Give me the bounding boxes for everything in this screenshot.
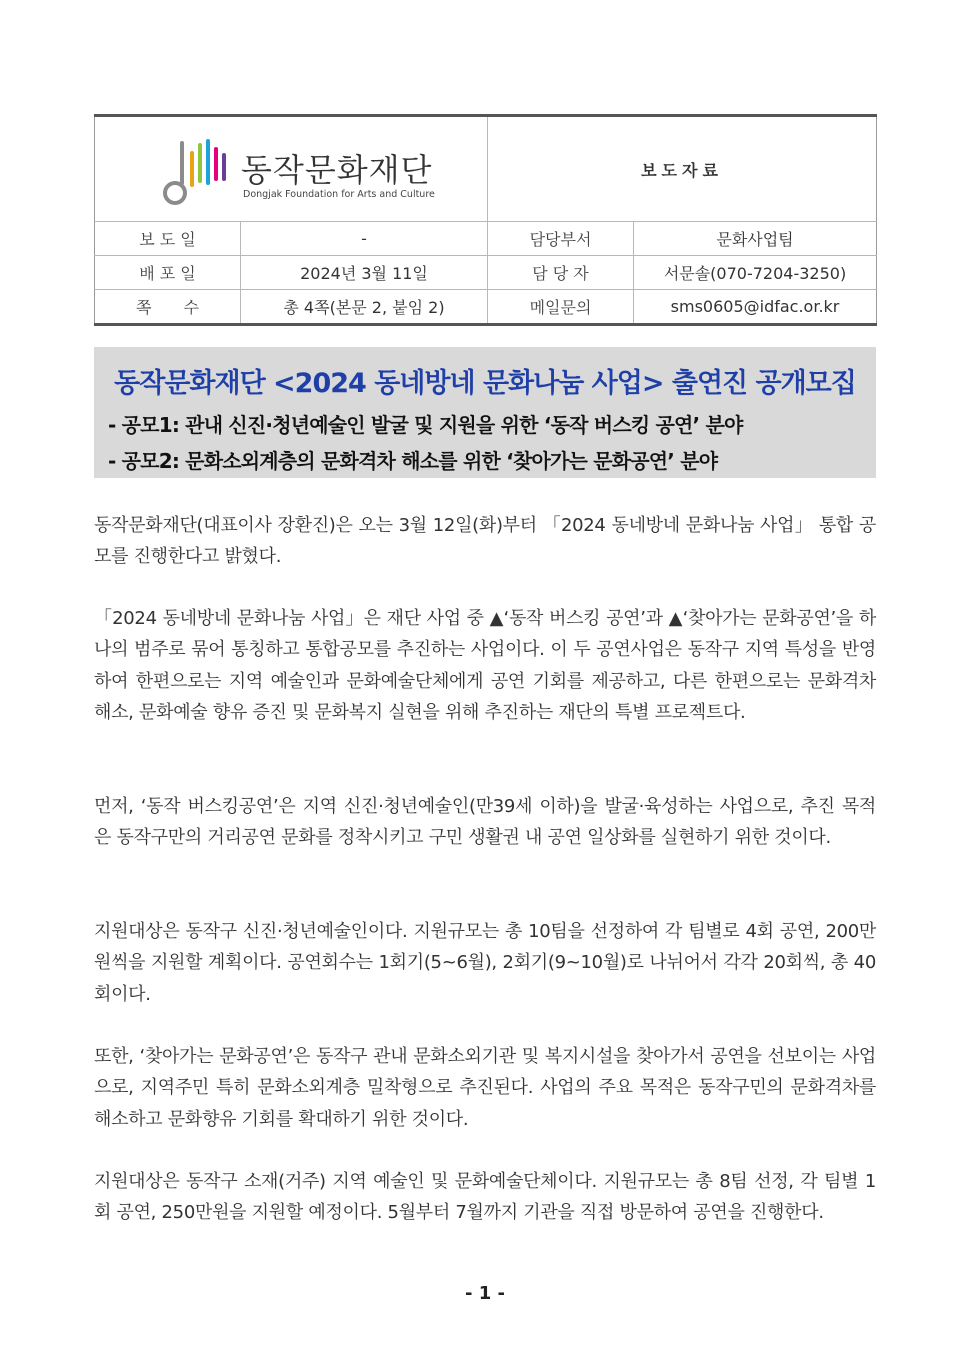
headline-subtitle-1: - 공모1: 관내 신진·청년예술인 발굴 및 지원을 위한 ‘동작 버스킹 공연’ 분야 bbox=[108, 413, 743, 437]
page-number: - 1 - bbox=[465, 1283, 505, 1304]
body-paragraph-4: 지원대상은 동작구 신진·청년예술인이다. 지원규모는 총 10팀을 선정하여 각 팀별로 4회 공연, 200만원씩을 지원할 계획이다. 공연회수는 1회기(5~6월), 2회기(9~10월)로 나뉘어서 각각 20회씩, 총 40회이다. bbox=[94, 921, 876, 1005]
contact-person-value: 서문솔(070-7204-3250) bbox=[634, 256, 877, 290]
document-type: 보도자료 bbox=[488, 116, 877, 222]
distribution-date-label: 배 포 일 bbox=[95, 256, 241, 290]
release-date-value: - bbox=[241, 222, 488, 256]
body-paragraph-3: 먼저, ‘동작 버스킹공연’은 지역 신진·청년예술인(만39세 이하)을 발굴·육성하는 사업으로, 추진 목적은 동작구만의 거리공연 문화를 정착시키고 구민 생활권 내 공연 일상화를 실현하기 위한 것이다. bbox=[94, 796, 876, 849]
department-value: 문화사업팀 bbox=[634, 222, 877, 256]
info-row-release-date bbox=[95, 222, 877, 256]
email-label: 메일문의 bbox=[488, 290, 634, 325]
body-paragraph-6: 지원대상은 동작구 소재(거주) 지역 예술인 및 문화예술단체이다. 지원규모는 총 8팀 선정, 각 팀별 1회 공연, 250만원을 지원할 예정이다. 5월부터 7월까지 기관을 직접 방문하여 공연을 진행한다. bbox=[94, 1171, 876, 1224]
headline-title: 동작문화재단 <2024 동네방네 문화나눔 사업> 출연진 공개모집 bbox=[114, 368, 856, 399]
header-table bbox=[94, 114, 877, 326]
headline-subtitle-2: - 공모2: 문화소외계층의 문화격차 해소를 위한 ‘찾아가는 문화공연’ 분야 bbox=[108, 449, 718, 473]
headline-box bbox=[94, 347, 876, 478]
logo-name-korean: 동작문화재단 bbox=[241, 151, 433, 189]
logo-name-english: Dongjak Foundation for Arts and Culture bbox=[243, 189, 435, 200]
body-paragraph-1: 동작문화재단(대표이사 장환진)은 오는 3월 12일(화)부터 「2024 동네방네 문화나눔 사업」 통합 공모를 진행한다고 밝혔다. bbox=[94, 515, 876, 568]
distribution-date-value: 2024년 3월 11일 bbox=[241, 256, 488, 290]
info-row-distribution-date bbox=[95, 256, 877, 290]
foundation-logo bbox=[95, 117, 487, 221]
release-date-label: 보 도 일 bbox=[95, 222, 241, 256]
department-label: 담당부서 bbox=[488, 222, 634, 256]
foundation-logo-mark-icon bbox=[163, 137, 241, 205]
contact-person-label: 담 당 자 bbox=[488, 256, 634, 290]
body-paragraph-2: 「2024 동네방네 문화나눔 사업」은 재단 사업 중 ▲‘동작 버스킹 공연’과 ▲‘찾아가는 문화공연’을 하나의 범주로 묶어 통칭하고 통합공모를 추진하는 사업이다. 이 두 공연사업은 동작구 지역 특성을 반영하여 한편으로는 지역 예술인과 문화예술단체에게 공연 기회를 제공하고, 다른 한편으로는 문화격차 해소, 문화예술 향유 증진 및 문화복지 실현을 위해 추진하는 재단의 특별 프로젝트다. bbox=[94, 608, 876, 723]
email-value[interactable]: sms0605@idfac.or.kr bbox=[634, 290, 877, 325]
body-paragraph-5: 또한, ‘찾아가는 문화공연’은 동작구 관내 문화소외기관 및 복지시설을 찾아가서 공연을 선보이는 사업으로, 지역주민 특히 문화소외계층 밀착형으로 추진된다. 사업의 주요 목적은 동작구민의 문화격차를 해소하고 문화향유 기회를 확대하기 위한 것이다. bbox=[94, 1046, 876, 1130]
logo-cell bbox=[95, 116, 488, 222]
page-count-value: 총 4쪽(본문 2, 붙임 2) bbox=[241, 290, 488, 325]
page-count-label: 쪽 수 bbox=[95, 290, 241, 325]
info-row-page-count bbox=[95, 290, 877, 325]
